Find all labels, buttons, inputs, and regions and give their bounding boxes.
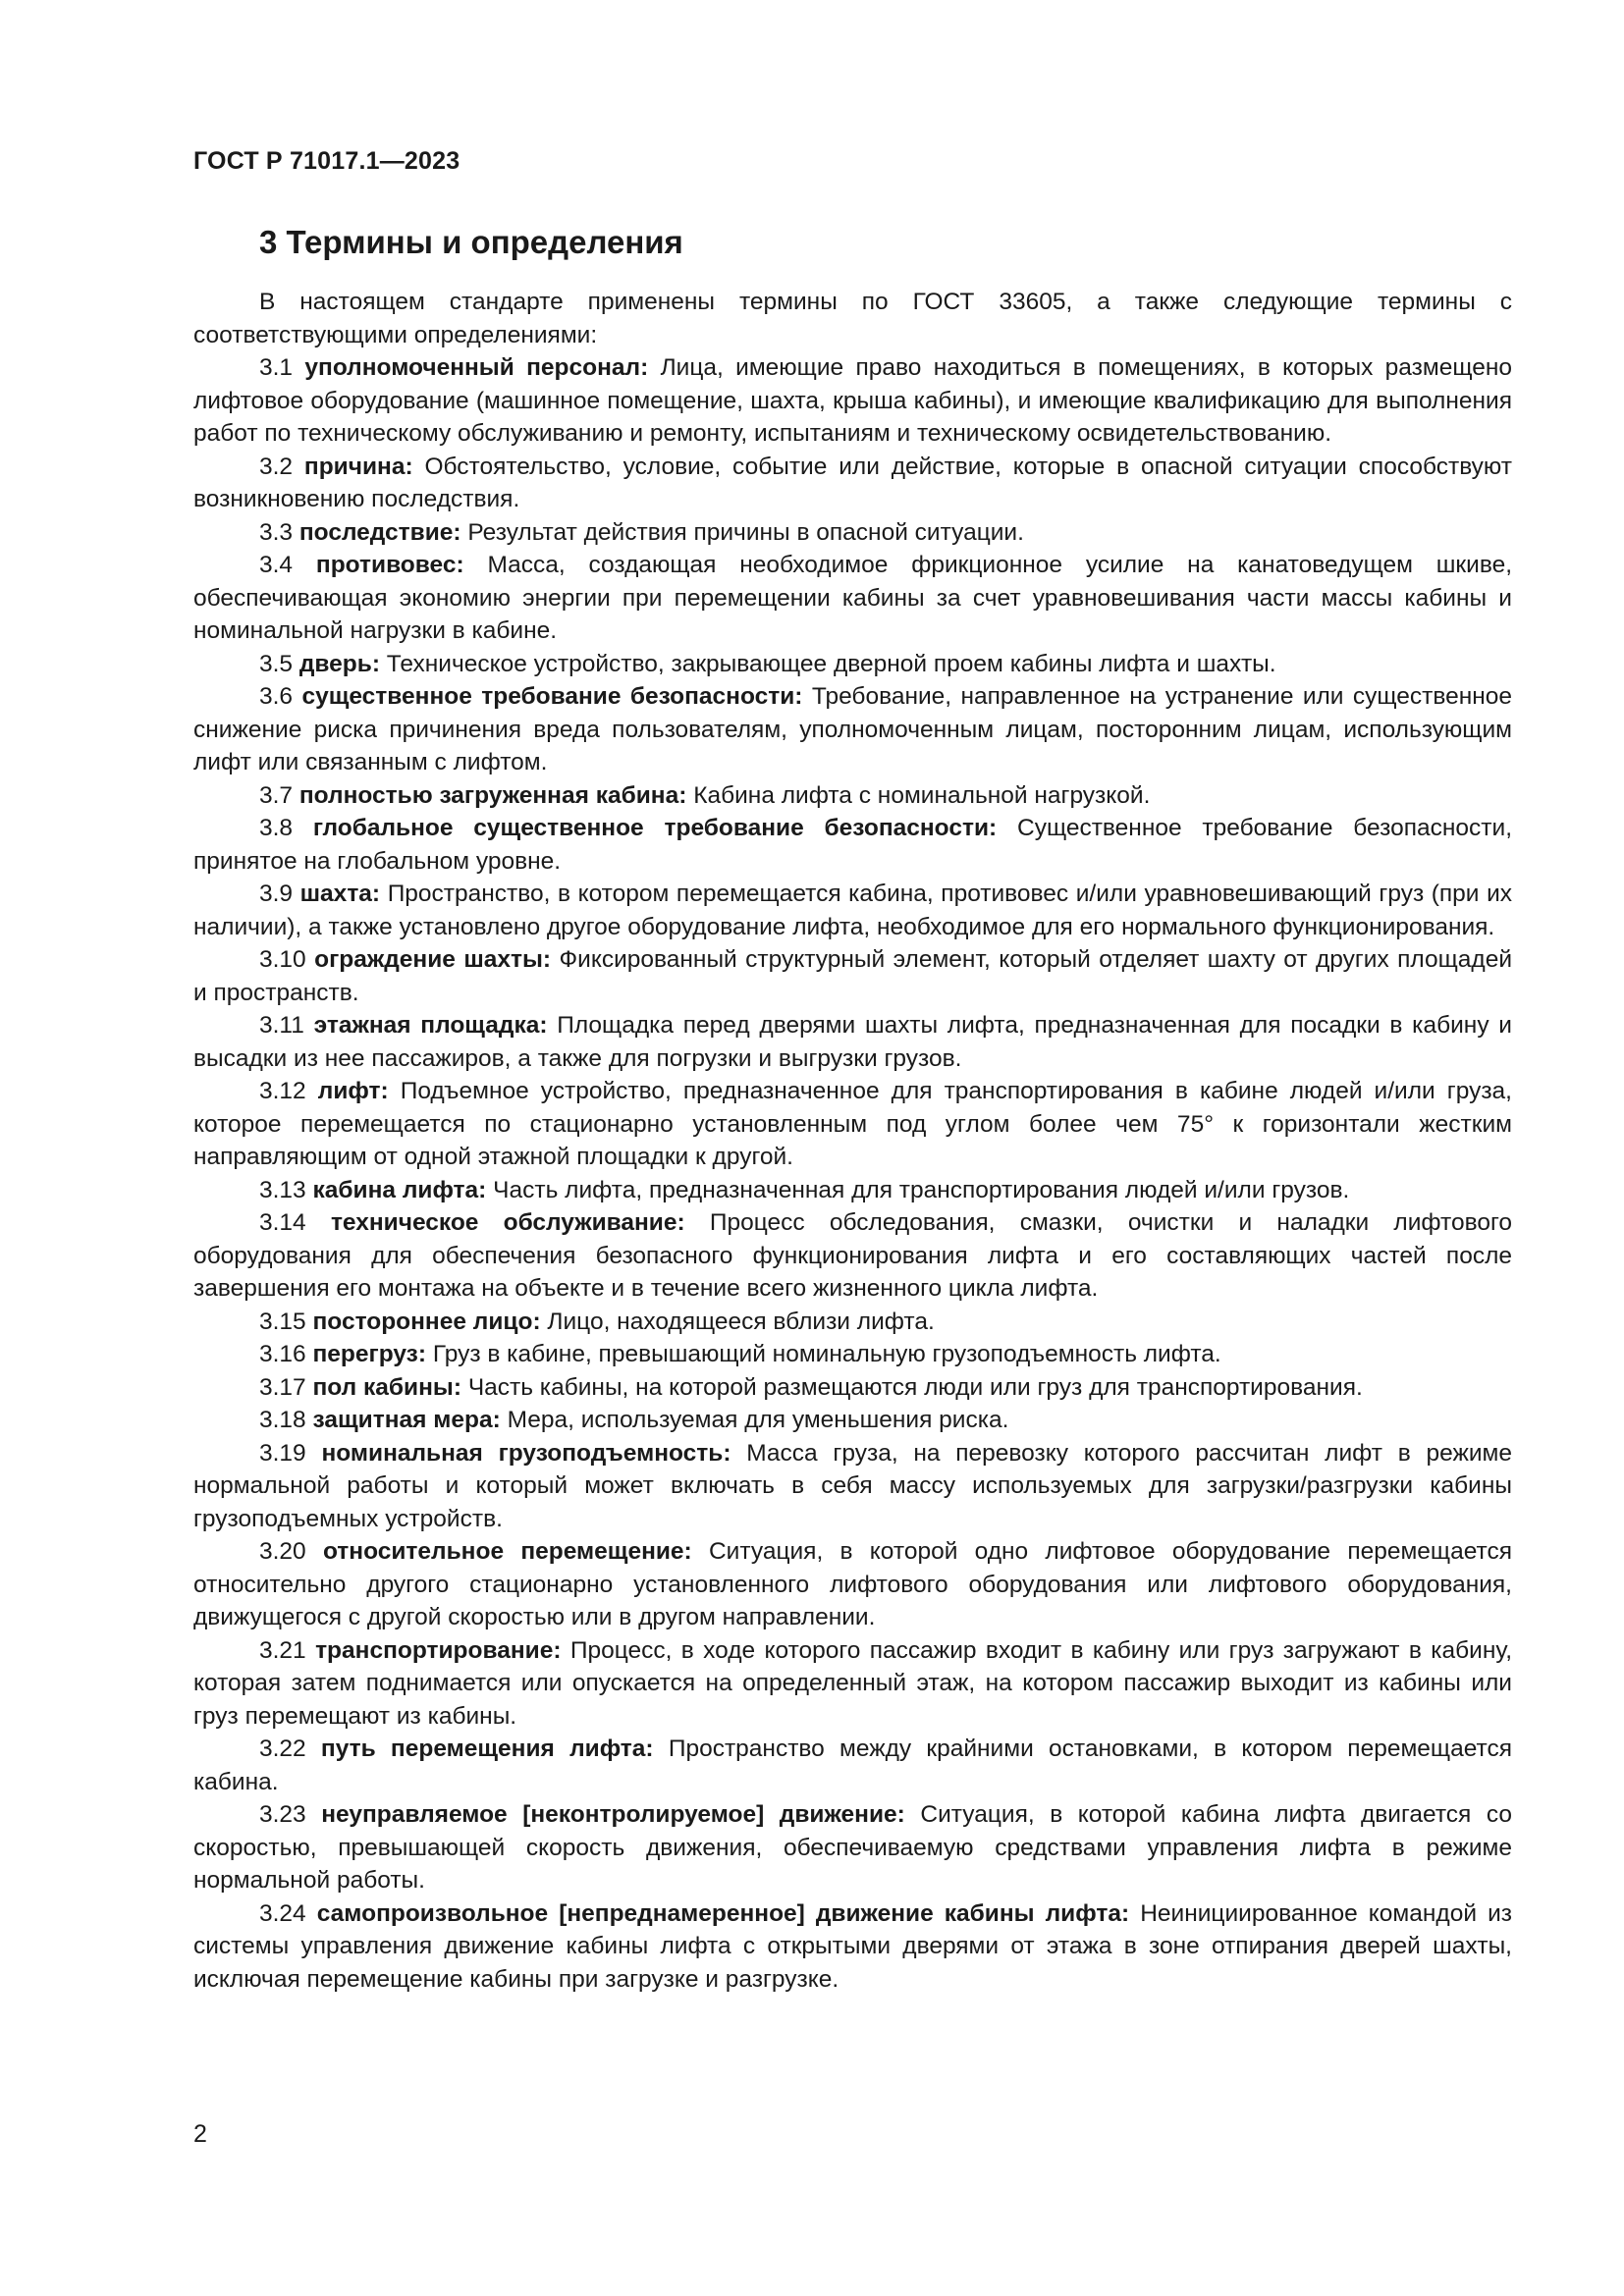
term-name: неуправляемое [неконтролируемое] движение:	[321, 1801, 905, 1828]
term-entry	[193, 451, 1512, 516]
term-number: 3.2	[259, 453, 294, 480]
term-entry	[193, 1306, 1512, 1339]
term-entry	[193, 351, 1512, 451]
term-number: 3.14	[259, 1209, 306, 1236]
term-entry	[193, 1009, 1512, 1075]
term-number: 3.24	[259, 1899, 306, 1927]
term-name: противовес:	[315, 552, 464, 578]
term-definition: Пространство между крайними остановками, в котором перемещается кабина.	[193, 1735, 1512, 1795]
term-name: защитная мера:	[312, 1407, 501, 1433]
term-number: 3.12	[259, 1078, 306, 1104]
term-name: транспортирование:	[315, 1636, 562, 1664]
section-title: 3 Термины и определения	[259, 224, 683, 260]
term-name: кабина лифта:	[312, 1176, 487, 1203]
term-number: 3.22	[259, 1735, 306, 1762]
term-number: 3.11	[259, 1012, 304, 1039]
term-entry	[193, 1634, 1512, 1734]
term-definition: Неинициированное командой из системы управления движение кабины лифта с открытыми дверями от этажа в зоне отпирания дверей шахты, исключая перемещение кабины при загрузке и разгрузке.	[193, 1899, 1513, 1993]
term-definition: Груз в кабине, превышающий номинальную грузоподъемность лифта.	[432, 1341, 1221, 1367]
term-definition: Подъемное устройство, предназначенное для транспортирования в кабине людей и/или груза, которое перемещается по стационарно установленным под углом более чем 75° к горизонтали жестким направляющим от одной этажной площадки к другой.	[193, 1078, 1512, 1170]
term-entry	[193, 1404, 1512, 1437]
term-entry	[193, 1798, 1512, 1897]
term-name: последствие:	[298, 518, 461, 546]
term-definition: Техническое устройство, закрывающее дверной проем кабины лифта и шахты.	[386, 650, 1276, 677]
term-entry	[193, 779, 1512, 813]
term-name: причина:	[303, 453, 413, 480]
term-name: существенное требование безопасности:	[301, 683, 803, 710]
document-body	[193, 286, 1512, 1996]
term-name: самопроизвольное [непреднамеренное] движение кабины лифта:	[316, 1899, 1130, 1927]
term-definition: Ситуация, в которой одно лифтовое оборудование перемещается относительно другого стационарно установленного лифтового оборудования или лифтового оборудования, движущегося с другой скоростью или в другом направлении.	[193, 1538, 1512, 1630]
term-definition: Лицо, находящееся вблизи лифта.	[547, 1308, 935, 1335]
term-name: глобальное существенное требование безопасности:	[312, 815, 998, 841]
document-code-header: ГОСТ Р 71017.1—2023	[193, 147, 460, 175]
term-entry	[193, 516, 1512, 550]
term-definition: Процесс обследования, смазки, очистки и наладки лифтового оборудования для обеспечения безопасного функционирования лифта и его составляющих частей после завершения его монтажа на объекте и в течение всего жизненного цикла лифта.	[193, 1209, 1512, 1302]
term-name: номинальная грузоподъемность:	[321, 1439, 731, 1467]
term-entry	[193, 1206, 1512, 1306]
term-name: техническое обслуживание:	[330, 1209, 685, 1236]
term-definition: Часть лифта, предназначенная для транспортирования людей и/или грузов.	[493, 1176, 1350, 1203]
term-number: 3.15	[259, 1308, 306, 1335]
term-definition: Часть кабины, на которой размещаются люди или груз для транспортирования.	[467, 1373, 1363, 1401]
term-definition: Требование, направленное на устранение или существенное снижение риска причинения вреда пользователям, уполномоченным лицам, посторонним лицам, использующим лифт или связанным с лифтом.	[193, 683, 1513, 775]
term-entry	[193, 648, 1512, 681]
term-number: 3.7	[259, 781, 294, 809]
term-name: дверь:	[298, 650, 380, 677]
term-number: 3.8	[259, 815, 294, 841]
term-definition: Фиксированный структурный элемент, который отделяет шахту от других площадей и пространств.	[193, 946, 1513, 1006]
term-entry	[193, 878, 1512, 943]
term-definition: Кабина лифта с номинальной нагрузкой.	[693, 781, 1151, 809]
term-definition: Масса, создающая необходимое фрикционное усилие на канатоведущем шкиве, обеспечивающая экономию энергии при перемещении кабины за счет уравновешивания части массы кабины и номинальной нагрузки в кабине.	[193, 552, 1513, 644]
term-name: пол кабины:	[312, 1373, 461, 1401]
terms-list	[193, 351, 1512, 1996]
term-definition: Результат действия причины в опасной ситуации.	[467, 518, 1024, 546]
term-definition: Обстоятельство, условие, событие или действие, которые в опасной ситуации способствуют возникновению последствия.	[193, 453, 1512, 512]
term-entry	[193, 549, 1512, 648]
term-number: 3.5	[259, 650, 294, 677]
term-number: 3.4	[259, 552, 294, 578]
term-definition: Процесс, в ходе которого пассажир входит в кабину или груз загружают в кабину, которая затем поднимается или опускается на определенный этаж, на котором пассажир выходит из кабины или груз перемещают из кабины.	[193, 1636, 1513, 1730]
term-entry	[193, 1535, 1512, 1634]
term-number: 3.17	[259, 1373, 306, 1401]
term-number: 3.13	[259, 1176, 306, 1203]
term-name: лифт:	[317, 1078, 389, 1104]
term-entry	[193, 1174, 1512, 1207]
term-definition: Ситуация, в которой кабина лифта двигается со скоростью, превышающей скорость движения, обеспечиваемую средствами управления лифта в режиме нормальной работы.	[193, 1801, 1512, 1894]
term-definition: Пространство, в котором перемещается кабина, противовес и/или уравновешивающий груз (при их наличии), а также установлено другое оборудование лифта, необходимое для его нормального функционирования.	[193, 881, 1513, 940]
term-definition: Мера, используемая для уменьшения риска.	[507, 1407, 1009, 1433]
term-entry	[193, 1338, 1512, 1371]
term-entry	[193, 680, 1512, 779]
term-name: уполномоченный персонал:	[304, 354, 649, 381]
term-entry	[193, 1371, 1512, 1405]
term-entry	[193, 943, 1512, 1009]
term-number: 3.3	[259, 518, 294, 546]
term-definition: Площадка перед дверями шахты лифта, предназначенная для посадки в кабину и высадки из нее пассажиров, а также для погрузки и выгрузки грузов.	[193, 1012, 1512, 1072]
term-name: этажная площадка:	[313, 1012, 548, 1039]
term-entry	[193, 1437, 1512, 1536]
term-name: ограждение шахты:	[314, 946, 552, 973]
term-definition: Масса груза, на перевозку которого рассчитан лифт в режиме нормальной работы и который может включать в себя массу используемых для загрузки/разгрузки кабины грузоподъемных устройств.	[193, 1439, 1512, 1532]
term-definition: Существенное требование безопасности, принятое на глобальном уровне.	[193, 815, 1512, 875]
term-number: 3.19	[259, 1439, 306, 1467]
term-number: 3.1	[259, 354, 294, 381]
term-number: 3.21	[259, 1636, 306, 1664]
term-number: 3.9	[259, 881, 294, 907]
term-number: 3.18	[259, 1407, 306, 1433]
term-number: 3.10	[259, 946, 306, 973]
term-number: 3.20	[259, 1538, 306, 1565]
term-name: полностью загруженная кабина:	[298, 781, 687, 809]
term-number: 3.16	[259, 1341, 306, 1367]
term-name: постороннее лицо:	[312, 1308, 541, 1335]
term-name: относительное перемещение:	[322, 1538, 692, 1565]
term-entry	[193, 1897, 1512, 1997]
term-definition: Лица, имеющие право находиться в помещениях, в которых размещено лифтовое оборудование (машинное помещение, шахта, крыша кабины), и имеющие квалификацию для выполнения работ по техническому обслуживанию и ремонту, испытаниям и техническому освидетельствованию.	[193, 354, 1513, 447]
term-name: шахта:	[299, 881, 381, 907]
term-entry	[193, 1075, 1512, 1174]
term-name: перегруз:	[312, 1341, 427, 1367]
term-entry	[193, 1733, 1512, 1798]
section-intro: В настоящем стандарте применены термины по ГОСТ 33605, а также следующие термины с соответствующими определениями:	[193, 289, 1512, 348]
term-name: путь перемещения лифта:	[320, 1735, 654, 1762]
term-number: 3.6	[259, 683, 294, 710]
term-number: 3.23	[259, 1801, 306, 1828]
page-number: 2	[193, 2120, 207, 2148]
term-entry	[193, 812, 1512, 878]
